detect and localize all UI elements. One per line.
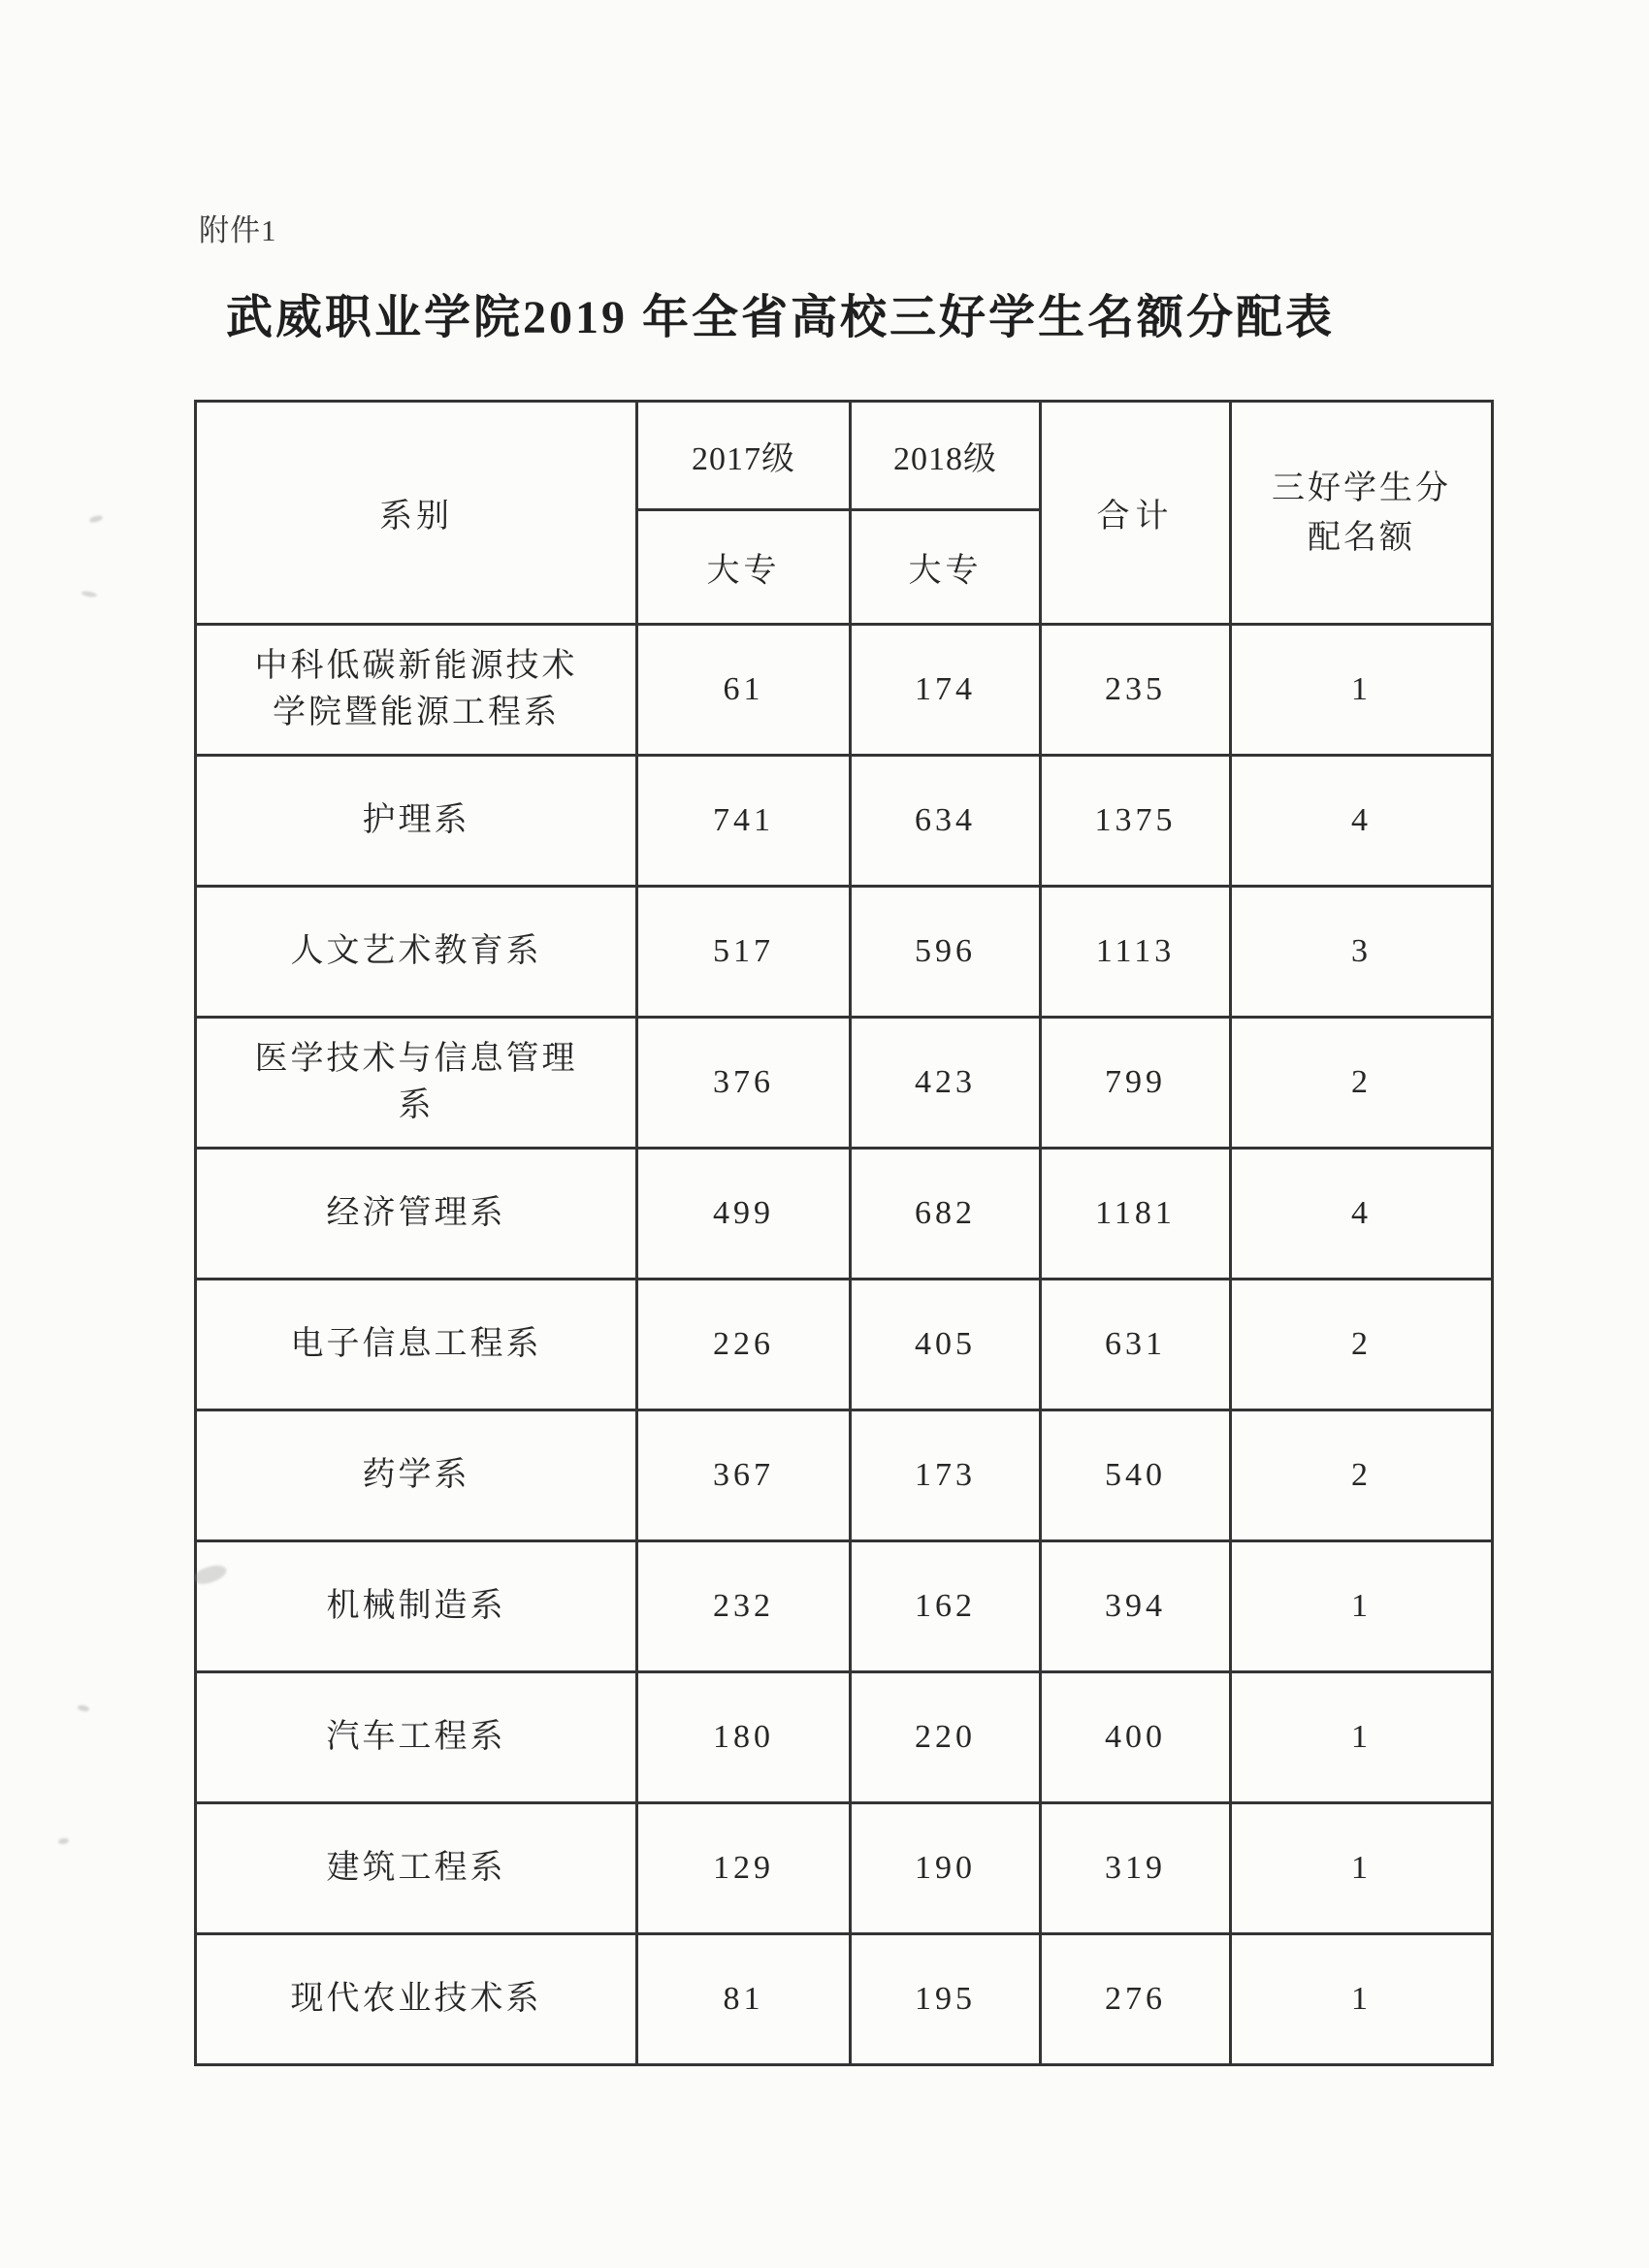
department-cell: 经济管理系: [196, 1149, 637, 1280]
scan-smudge: [88, 514, 103, 523]
table-body: [196, 625, 1493, 2065]
quota-cell: 1: [1231, 625, 1493, 756]
count-2018-cell: 195: [851, 1934, 1041, 2065]
scan-smudge: [58, 1837, 70, 1844]
quota-cell: 1: [1231, 1672, 1493, 1803]
department-cell: 现代农业技术系: [196, 1934, 637, 2065]
count-2017-cell: 367: [637, 1410, 851, 1541]
count-2018-cell: 634: [851, 756, 1041, 887]
total-cell: 319: [1041, 1803, 1231, 1934]
quota-cell: 1: [1231, 1541, 1493, 1672]
count-2018-cell: 174: [851, 625, 1041, 756]
total-cell: 540: [1041, 1410, 1231, 1541]
table-row: [196, 1018, 1493, 1149]
table-row: [196, 1934, 1493, 2065]
count-2018-cell: 162: [851, 1541, 1041, 1672]
department-cell: 机械制造系: [196, 1541, 637, 1672]
table-row: [196, 625, 1493, 756]
header-2017-sub: 大专: [637, 510, 851, 625]
department-cell: 护理系: [196, 756, 637, 887]
total-cell: 631: [1041, 1280, 1231, 1410]
department-cell: 中科低碳新能源技术学院暨能源工程系: [196, 625, 637, 756]
table-row: [196, 756, 1493, 887]
table-header: [196, 402, 1493, 625]
count-2018-cell: 220: [851, 1672, 1041, 1803]
department-cell: 人文艺术教育系: [196, 887, 637, 1018]
table-row: [196, 1410, 1493, 1541]
header-2018-sub: 大专: [851, 510, 1041, 625]
scan-smudge: [81, 591, 98, 599]
header-2018-grade: 2018级: [851, 402, 1041, 510]
header-quota: 三好学生分配名额: [1231, 402, 1493, 625]
count-2017-cell: 517: [637, 887, 851, 1018]
count-2017-cell: 376: [637, 1018, 851, 1149]
count-2018-cell: 190: [851, 1803, 1041, 1934]
count-2017-cell: 180: [637, 1672, 851, 1803]
count-2018-cell: 682: [851, 1149, 1041, 1280]
count-2017-cell: 741: [637, 756, 851, 887]
quota-cell: 2: [1231, 1410, 1493, 1541]
total-cell: 1181: [1041, 1149, 1231, 1280]
department-cell: 建筑工程系: [196, 1803, 637, 1934]
quota-cell: 2: [1231, 1280, 1493, 1410]
table-row: [196, 1541, 1493, 1672]
quota-allocation-table: [194, 400, 1494, 2066]
scan-smudge: [78, 1704, 90, 1712]
total-cell: 1113: [1041, 887, 1231, 1018]
quota-cell: 4: [1231, 1149, 1493, 1280]
header-2017-grade: 2017级: [637, 402, 851, 510]
total-cell: 400: [1041, 1672, 1231, 1803]
header-total: 合计: [1041, 402, 1231, 625]
header-department: 系别: [196, 402, 637, 625]
count-2017-cell: 226: [637, 1280, 851, 1410]
count-2017-cell: 232: [637, 1541, 851, 1672]
department-cell: 电子信息工程系: [196, 1280, 637, 1410]
table-row: [196, 1149, 1493, 1280]
quota-cell: 1: [1231, 1934, 1493, 2065]
total-cell: 394: [1041, 1541, 1231, 1672]
quota-cell: 3: [1231, 887, 1493, 1018]
quota-cell: 4: [1231, 756, 1493, 887]
header-row-grade: [196, 402, 1493, 510]
count-2017-cell: 129: [637, 1803, 851, 1934]
department-cell: 汽车工程系: [196, 1672, 637, 1803]
total-cell: 276: [1041, 1934, 1231, 2065]
page-title: 武威职业学院2019 年全省高校三好学生名额分配表: [226, 292, 1336, 343]
total-cell: 235: [1041, 625, 1231, 756]
quota-cell: 1: [1231, 1803, 1493, 1934]
count-2018-cell: 405: [851, 1280, 1041, 1410]
department-cell: 医学技术与信息管理系: [196, 1018, 637, 1149]
count-2017-cell: 81: [637, 1934, 851, 2065]
count-2018-cell: 173: [851, 1410, 1041, 1541]
count-2017-cell: 61: [637, 625, 851, 756]
department-cell: 药学系: [196, 1410, 637, 1541]
total-cell: 799: [1041, 1018, 1231, 1149]
count-2018-cell: 596: [851, 887, 1041, 1018]
table-row: [196, 1803, 1493, 1934]
table-row: [196, 887, 1493, 1018]
attachment-label: 附件1: [199, 213, 277, 247]
count-2017-cell: 499: [637, 1149, 851, 1280]
quota-cell: 2: [1231, 1018, 1493, 1149]
table-row: [196, 1280, 1493, 1410]
count-2018-cell: 423: [851, 1018, 1041, 1149]
table-row: [196, 1672, 1493, 1803]
total-cell: 1375: [1041, 756, 1231, 887]
